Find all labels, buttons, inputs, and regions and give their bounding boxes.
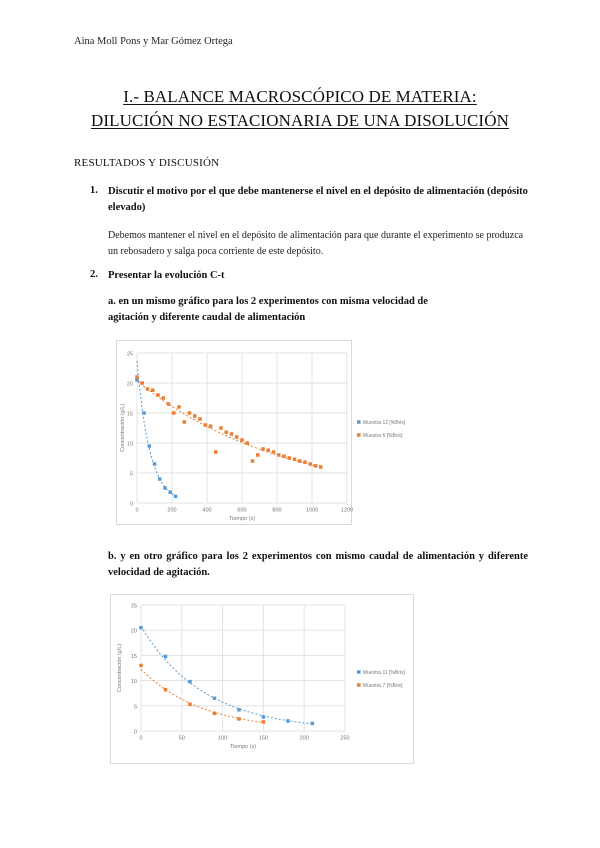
question-1-answer: Debemos mantener el nivel en el depósito de alimentación para que durante el experimento se produzca un rebosadero y salga poca corriente de este depósito. [108,230,524,257]
data-point [169,490,173,494]
y-tick-label: 20 [126,381,133,388]
data-point [225,430,229,434]
x-tick-label: 400 [202,507,212,514]
chart-2-frame [110,594,414,764]
data-point [237,708,241,712]
data-point [188,680,192,684]
data-point [156,393,160,397]
legend-label: Muestra 12 [%Brix] [363,420,406,426]
data-point [151,388,155,392]
y-axis-label: Concentración (g/L) [120,403,126,453]
chart-1 [117,341,406,524]
x-tick-label: 0 [139,735,143,742]
page-title-line-2: DILUCIÓN NO ESTACIONARIA DE UNA DISOLUCIÓN [91,111,509,130]
question-2-text: Presentar la evolución C-t [108,270,225,281]
chart-2 [111,595,413,763]
data-point [193,414,197,418]
x-tick-label: 150 [258,735,268,742]
data-point [167,402,171,406]
data-point [164,655,168,659]
data-point [213,712,217,716]
x-tick-label: 200 [167,507,177,514]
x-tick-label: 1200 [340,507,354,514]
data-point [219,426,223,430]
data-point [213,696,217,700]
authors: Aina Moll Pons y Mar Gómez Ortega [74,36,233,47]
question-2-number: 2. [90,269,98,280]
x-tick-label: 600 [237,507,247,514]
data-point [139,664,143,668]
question-2b-text: b. y en otro gráfico para los 2 experimentos con mismo caudal de alimentación y diferente velocidad de agitación. [108,551,528,578]
x-axis-label: Tiempo (s) [229,744,257,750]
data-point [214,450,218,454]
trendline [141,669,263,723]
data-point [286,719,290,723]
x-tick-label: 50 [178,735,185,742]
data-point [277,453,281,457]
data-point [288,456,292,460]
data-point [267,448,271,452]
trendline [137,381,321,467]
y-tick-label: 0 [129,501,133,508]
y-tick-label: 5 [129,471,133,478]
x-tick-label: 100 [218,735,228,742]
data-point [177,405,181,409]
data-point [303,460,307,464]
legend-marker [357,670,361,674]
legend-marker [357,420,361,424]
data-point [198,417,202,421]
data-point [148,444,152,448]
data-point [153,462,157,466]
y-axis-label: Concentración (g/L) [117,643,123,693]
data-point [141,381,145,385]
question-2a-text: a. en un mismo gráfico para los 2 experimentos con misma velocidad de agitación y diferente caudal de alimentación [108,296,428,323]
data-point [204,423,208,427]
x-tick-label: 200 [299,735,309,742]
data-point [251,459,255,463]
data-point [164,688,168,692]
data-point [162,396,166,400]
x-tick-label: 250 [340,735,350,742]
data-point [314,464,318,468]
y-tick-label: 0 [133,729,137,736]
data-point [246,441,250,445]
y-tick-label: 10 [126,441,133,448]
y-tick-label: 20 [130,628,137,635]
data-point [146,387,150,391]
legend-label: Muestra 6 [%Brix] [363,433,403,439]
data-point [135,375,139,379]
y-tick-label: 15 [130,653,137,660]
data-point [188,703,192,707]
section-heading: RESULTADOS Y DISCUSIÓN [74,157,220,169]
page-title-line-1: I.- BALANCE MACROSCÓPICO DE MATERIA: [123,87,477,106]
data-point [309,462,313,466]
data-point [261,447,265,451]
question-1-number: 1. [90,185,98,196]
data-point [139,626,143,630]
y-tick-label: 25 [130,603,137,610]
trendline [141,626,312,724]
legend-marker [357,683,361,687]
y-tick-label: 10 [130,679,137,686]
chart-1-frame [116,340,406,525]
legend-label: Muestra 11 [%Brix] [363,670,405,676]
data-point [230,432,234,436]
data-point [293,457,297,461]
x-tick-label: 1000 [305,507,319,514]
data-point [240,438,244,442]
data-point [174,495,178,499]
data-point [256,453,260,457]
data-point [298,459,302,463]
data-point [158,477,162,481]
data-point [188,411,192,415]
y-tick-label: 15 [126,411,133,418]
data-point [183,420,187,424]
question-1-text: Discutir el motivo por el que debe mantenerse el nivel en el depósito de alimentación (depósito elevado) [108,186,528,213]
x-axis-label: Tiempo (s) [228,516,256,522]
data-point [262,720,266,724]
data-point [262,715,266,719]
data-point [209,424,213,428]
data-point [235,435,239,439]
data-point [311,722,315,726]
legend-label: Muestra 7 [%Brix] [363,683,403,689]
data-point [319,465,323,469]
y-tick-label: 25 [126,351,133,358]
data-point [282,454,286,458]
data-point [142,411,146,415]
data-point [272,450,276,454]
data-point [172,411,176,415]
x-tick-label: 0 [135,507,139,514]
data-point [237,717,241,721]
legend-marker [357,433,361,437]
y-tick-label: 5 [133,704,137,711]
data-point [163,486,167,490]
x-tick-label: 800 [272,507,282,514]
